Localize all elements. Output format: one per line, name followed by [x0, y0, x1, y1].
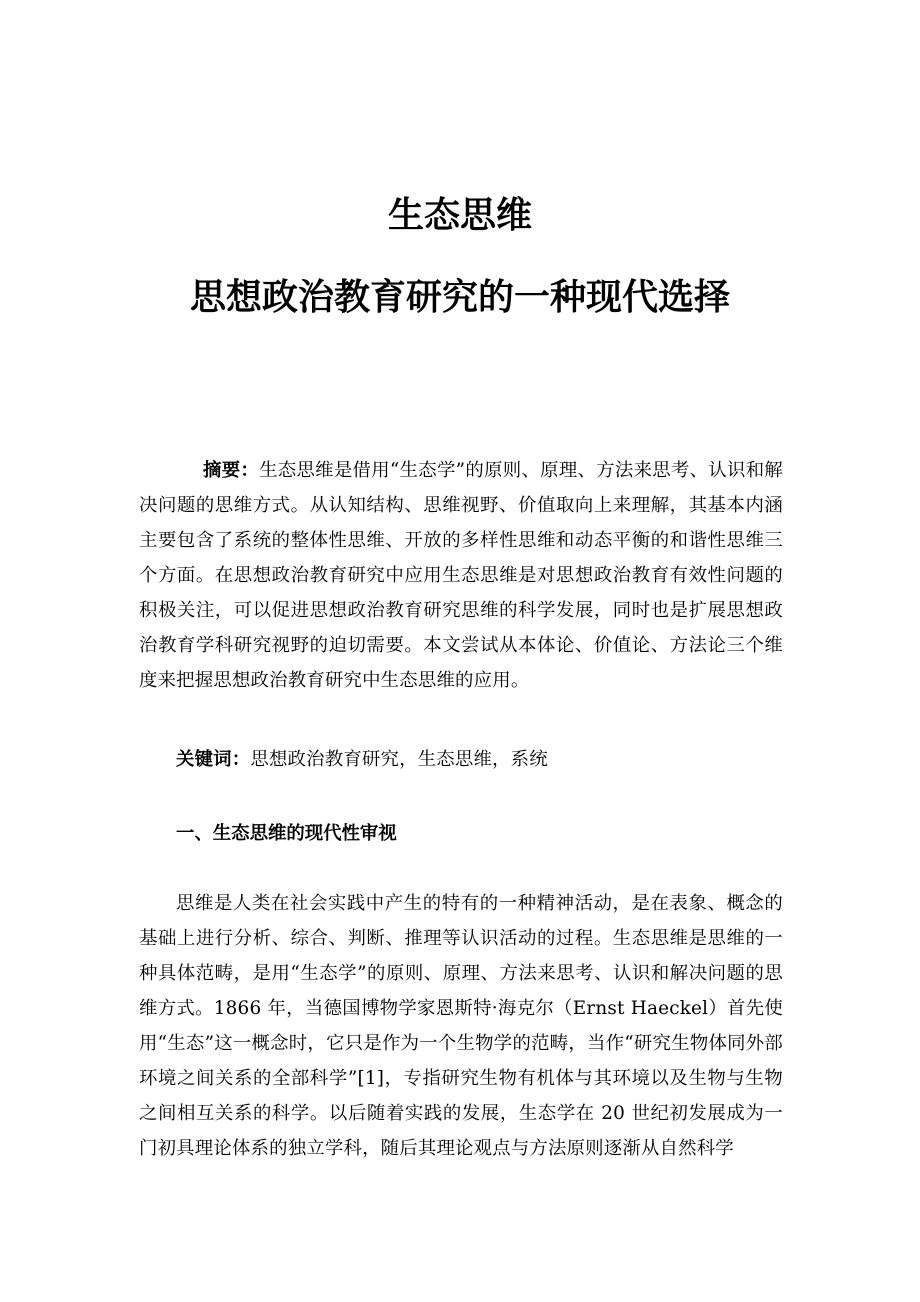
keywords-text: 思想政治教育研究，生态思维，系统 — [250, 749, 548, 770]
abstract-paragraph — [139, 453, 783, 698]
section-heading: 一、生态思维的现代性审视 — [176, 823, 397, 844]
keywords-label: 关键词： — [176, 749, 251, 770]
body-paragraph: 思维是人类在社会实践中产生的特有的一种精神活动，是在表象、概念的基础上进行分析、综合、判断、推理等认识活动的过程。生态思维是思维的一种具体范畴，是用“生态学”的原则、原理、方法来思考、认识和解决问题的思维方式。1866 年，当德国博物学家恩斯特·海克尔（Ernst Haeckel）首先使用“生态”这一概念时，它只是作为一个生物学的范畴，当作“研究生物体同外部环境之间关系的全部科学”[1]，专指研究生物有机体与其环境以及生物与生物之间相互关系的科学。以后随着实践的发展，生态学在 20 世纪初发展成为一门初具理论体系的独立学科，随后其理论观点与方法原则逐渐从自然科学 — [139, 893, 783, 1159]
abstract-label: 摘要： — [203, 460, 260, 481]
document-title: 生态思维 — [387, 195, 532, 236]
document-subtitle: 思想政治教育研究的一种现代选择 — [189, 277, 730, 318]
keywords-paragraph — [176, 742, 776, 777]
abstract-text: 生态思维是借用“生态学”的原则、原理、方法来思考、认识和解决问题的思维方式。从认知结构、思维视野、价值取向上来理解，其基本内涵主要包含了系统的整体性思维、开放的多样性思维和动态平衡的和谐性思维三个方面。在思想政治教育研究中应用生态思维是对思想政治教育有效性问题的积极关注，可以促进思想政治教育研究思维的科学发展，同时也是扩展思想政治教育学科研究视野的迫切需要。本文尝试从本体论、价值论、方法论三个维度来把握思想政治教育研究中生态思维的应用。 — [139, 460, 783, 691]
